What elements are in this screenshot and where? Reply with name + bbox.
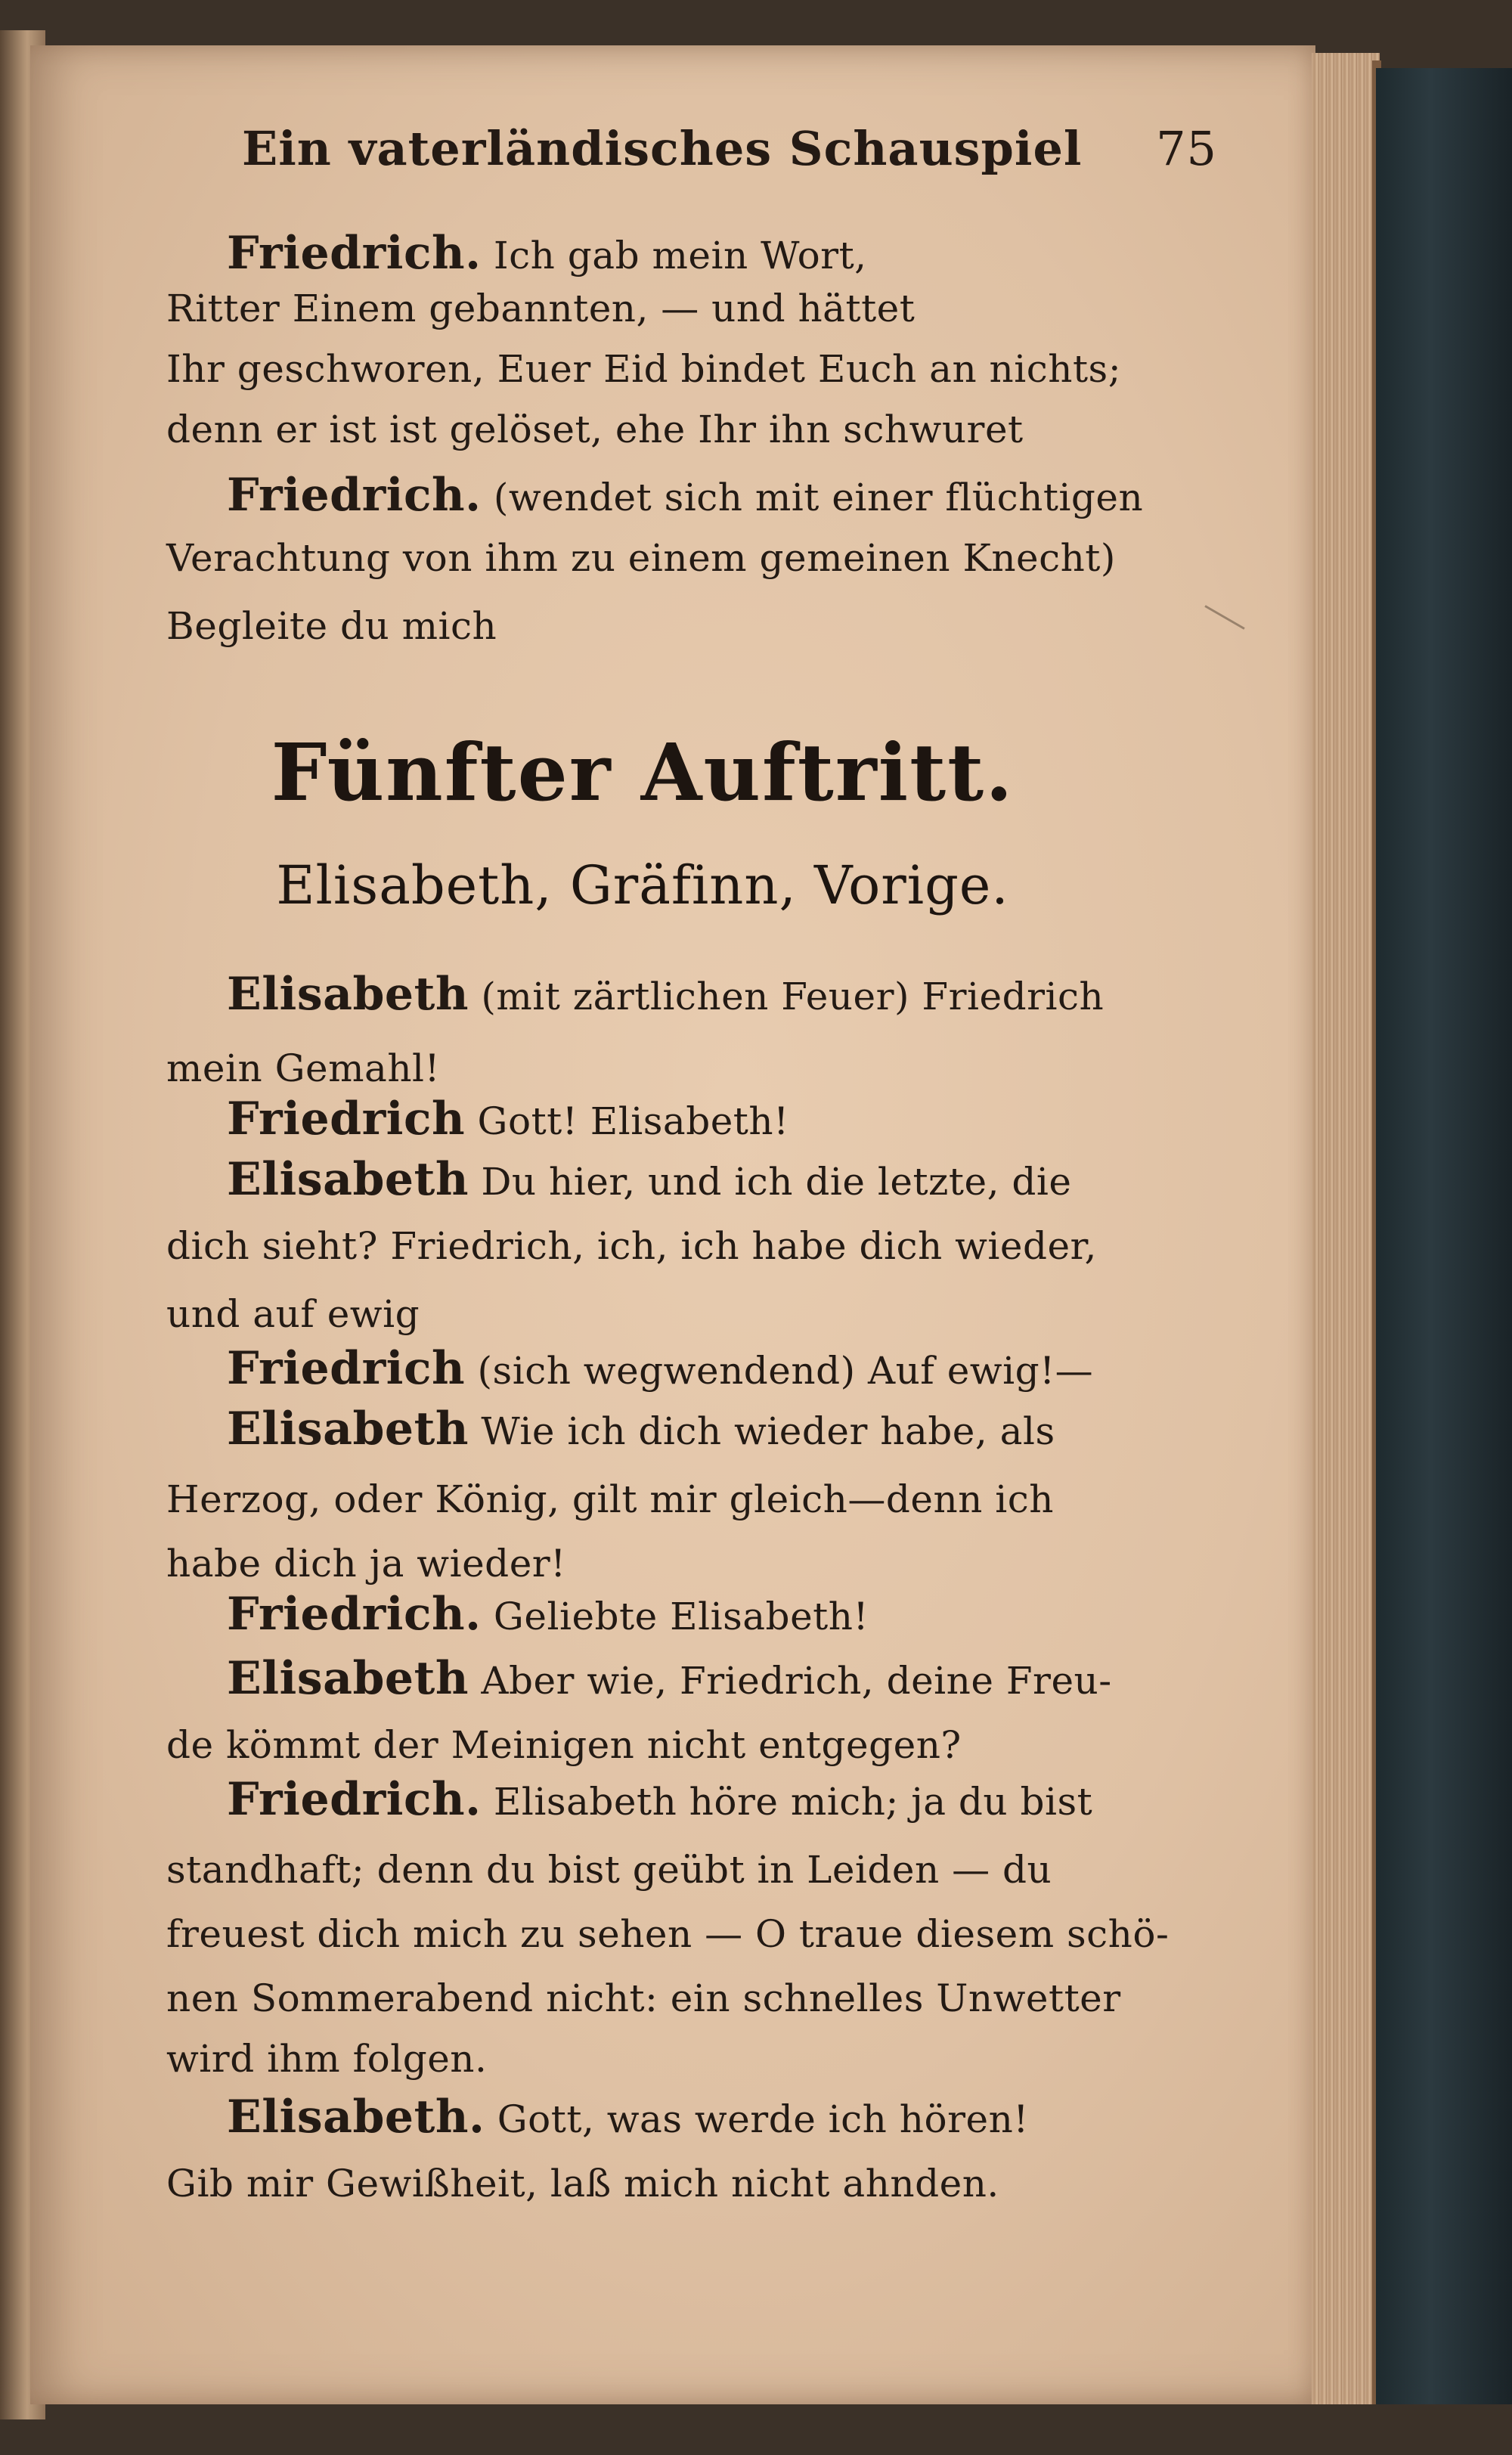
text-line: [166, 280, 915, 333]
line-text: und auf ewig: [166, 1292, 420, 1336]
line-text: (sich wegwendend) Auf ewig!—: [465, 1349, 1094, 1393]
scene-heading: Fünfter Auftritt.: [271, 726, 1015, 819]
speaker-name: Elisabeth.: [227, 2091, 485, 2143]
line-text: Du hier, und ich die letzte, die: [468, 1160, 1072, 1204]
line-text: mein Gemahl!: [166, 1046, 441, 1090]
line-text: habe dich ja wieder!: [166, 1542, 566, 1586]
line-text: Gott, was werde ich hören!: [485, 2097, 1029, 2141]
line-text: Ihr geschworen, Euer Eid bindet Euch an nichts;: [166, 347, 1122, 391]
speaker-name: Elisabeth: [227, 1403, 469, 1455]
line-text: (mit zärtlichen Feuer) Friedrich: [468, 975, 1105, 1018]
dialogue-line: [227, 1588, 869, 1641]
line-text: Ritter Einem gebannten, — und hättet: [166, 287, 916, 330]
speaker-name: Elisabeth: [227, 1153, 469, 1206]
line-text: Ich gab mein Wort,: [481, 234, 867, 277]
dialogue-line: [166, 1841, 1052, 1894]
line-text: de kömmt der Meinigen nicht entgegen?: [166, 1723, 962, 1767]
line-text: Herzog, oder König, gilt mir gleich—denn ich: [166, 1477, 1054, 1521]
page-number: 75: [1156, 121, 1217, 176]
dialogue-line: [227, 1773, 1092, 1826]
book-cover: [1376, 68, 1512, 2404]
text-line: [227, 469, 1143, 522]
line-text: Wie ich dich wieder habe, als: [468, 1409, 1055, 1453]
dialogue-line: [166, 1716, 962, 1769]
speaker-name: Friedrich: [227, 1093, 466, 1145]
line-text: (wendet sich mit einer flüchtigen: [481, 476, 1144, 519]
text-line: [227, 227, 867, 280]
text-line: [166, 597, 497, 650]
dialogue-line: [166, 2030, 487, 2083]
cast-list: Elisabeth, Gräfinn, Vorige.: [276, 854, 1009, 916]
dialogue-line: [227, 2091, 1029, 2143]
line-text: Gib mir Gewißheit, laß mich nicht ahnden.: [166, 2162, 999, 2205]
dialogue-line: [166, 1970, 1121, 2023]
dialogue-line: [227, 1153, 1071, 1206]
dialogue-line: [227, 968, 1104, 1021]
line-text: Verachtung von ihm zu einem gemeinen Knecht): [166, 536, 1116, 580]
line-text: Aber wie, Friedrich, deine Freu-: [468, 1659, 1112, 1703]
line-text: Geliebte Elisabeth!: [481, 1595, 869, 1638]
speaker-name: Friedrich.: [227, 1588, 482, 1641]
speaker-name: Friedrich.: [227, 1773, 482, 1826]
line-text: wird ihm folgen.: [166, 2037, 488, 2081]
dialogue-line: [227, 1093, 789, 1145]
speaker-name: Friedrich: [227, 1342, 466, 1395]
text-line: [166, 401, 1024, 454]
dialogue-line: [227, 1403, 1055, 1455]
speaker-name: Friedrich.: [227, 227, 482, 280]
speaker-name: Elisabeth: [227, 1652, 469, 1705]
line-text: denn er ist ist gelöset, ehe Ihr ihn schwuret: [166, 408, 1024, 451]
line-text: Gott! Elisabeth!: [465, 1099, 789, 1143]
dialogue-line: [166, 1535, 566, 1588]
speaker-name: Friedrich.: [227, 469, 482, 522]
dialogue-line: [166, 1905, 1169, 1958]
running-head: [242, 121, 1217, 176]
dialogue-line: [227, 1652, 1112, 1705]
line-text: Elisabeth höre mich; ja du bist: [481, 1780, 1093, 1824]
dialogue-line: [166, 1040, 440, 1093]
dialogue-line: [166, 1471, 1054, 1524]
dialogue-line: [166, 1217, 1097, 1270]
speaker-name: Elisabeth: [227, 968, 469, 1021]
line-text: Begleite du mich: [166, 604, 497, 648]
line-text: standhaft; denn du bist geübt in Leiden — du: [166, 1848, 1052, 1892]
dialogue-line: [166, 1285, 420, 1338]
dialogue-line: [166, 2155, 999, 2208]
dialogue-line: [227, 1342, 1093, 1395]
running-head-title: Ein vaterländisches Schauspiel: [242, 121, 1083, 176]
line-text: dich sieht? Friedrich, ich, ich habe dich wieder,: [166, 1224, 1097, 1268]
line-text: nen Sommerabend nicht: ein schnelles Unwetter: [166, 1976, 1121, 2020]
text-line: [166, 340, 1121, 393]
text-line: [166, 529, 1116, 582]
page-edges: [1312, 53, 1380, 2404]
line-text: freuest dich mich zu sehen — O traue diesem schö-: [166, 1912, 1170, 1956]
